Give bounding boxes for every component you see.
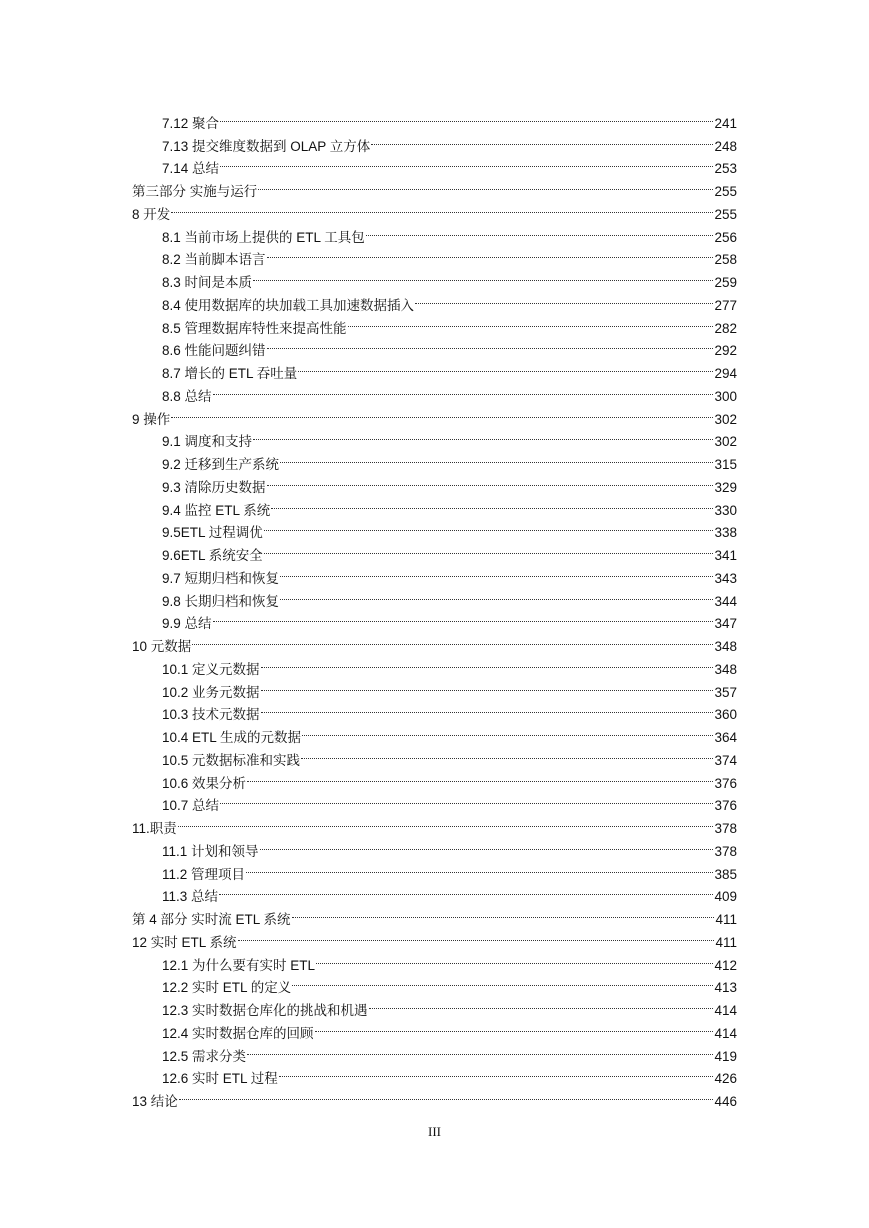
toc-dot-leader (178, 810, 714, 833)
toc-entry-page: 330 (714, 502, 737, 518)
toc-entry[interactable] (132, 401, 737, 427)
toc-entry-page: 259 (714, 275, 737, 290)
toc-entry-page: 255 (714, 184, 737, 199)
toc-entry-page: 277 (714, 297, 737, 313)
toc-entry-page: 292 (714, 343, 737, 359)
toc-dot-leader (219, 879, 713, 902)
page-number: III (428, 1124, 441, 1139)
toc-dot-leader (264, 515, 714, 538)
toc-entry-label: 12.6 实时 ETL 过程 (162, 1071, 278, 1087)
toc-dot-leader (220, 151, 713, 174)
toc-entry[interactable] (132, 1083, 737, 1109)
toc-entry-label: 8 开发 (132, 206, 171, 222)
toc-entry-label: 10.2 业务元数据 (162, 684, 260, 700)
toc-dot-leader (261, 674, 714, 697)
toc-entry-page: 446 (714, 1094, 737, 1109)
toc-entry-label: 9.3 清除历史数据 (162, 479, 266, 495)
toc-entry-label: 第 4 部分 实时流 ETL 系统 (132, 912, 291, 927)
toc-entry-label: 7.14 总结 (162, 161, 220, 177)
toc-entry-page: 256 (714, 229, 737, 245)
toc-entry-page: 385 (714, 866, 737, 882)
toc-entry[interactable] (132, 424, 737, 450)
toc-entry[interactable] (132, 606, 737, 632)
toc-entry-label: 10.5 元数据标准和实践 (162, 752, 301, 768)
toc-dot-leader (192, 628, 713, 651)
toc-entry-label: 12.5 需求分类 (162, 1048, 247, 1064)
toc-entry[interactable] (132, 651, 737, 677)
toc-entry-label: 9.1 调度和支持 (162, 434, 253, 450)
toc-entry-label: 9.6ETL 系统安全 (162, 548, 263, 563)
toc-entry-label: 8.2 当前脚本语言 (162, 252, 266, 268)
toc-entry-page: 348 (714, 661, 737, 677)
toc-entry-page: 357 (714, 684, 737, 700)
toc-entry-page: 300 (714, 388, 737, 404)
toc-entry-label: 8.7 增长的 ETL 吞吐量 (162, 366, 298, 381)
toc-entry[interactable] (132, 833, 737, 859)
toc-entry-label: 9.8 长期归档和恢复 (162, 593, 280, 609)
toc-dot-leader (179, 1083, 714, 1106)
toc-entry-label: 7.12 聚合 (162, 115, 220, 131)
toc-dot-leader (238, 924, 715, 947)
toc-entry-label: 9.5ETL 过程调优 (162, 525, 263, 541)
toc-entry-label: 9.7 短期归档和恢复 (162, 570, 280, 586)
toc-entry-page: 364 (714, 730, 737, 745)
toc-dot-leader (267, 242, 714, 265)
toc-dot-leader (366, 219, 714, 242)
toc-entry-page: 315 (714, 457, 737, 472)
toc-dot-leader (316, 947, 713, 970)
toc-dot-leader (315, 1015, 714, 1038)
toc-entry-page: 378 (714, 821, 737, 836)
toc-entry-page: 329 (714, 479, 737, 495)
toc-dot-leader (213, 606, 714, 629)
toc-entry-page: 378 (714, 843, 737, 859)
toc-entry-page: 282 (714, 320, 737, 336)
toc-entry-label: 13 结论 (132, 1094, 178, 1109)
toc-entry[interactable] (132, 128, 737, 154)
toc-dot-leader (171, 196, 713, 219)
toc-entry-page: 302 (714, 411, 737, 427)
toc-dot-leader (280, 560, 713, 583)
toc-entry-page: 248 (714, 138, 737, 154)
toc-entry-label: 12.4 实时数据仓库的回顾 (162, 1025, 314, 1041)
toc-entry[interactable] (132, 628, 737, 654)
toc-entry-page: 341 (714, 548, 737, 563)
toc-entry-label: 第三部分 实施与运行 (132, 184, 258, 199)
toc-dot-leader (292, 901, 715, 924)
toc-dot-leader (271, 492, 713, 515)
toc-dot-leader (264, 537, 714, 560)
toc-dot-leader (371, 128, 713, 151)
toc-entry-label: 8.4 使用数据库的块加载工具加速数据插入 (162, 297, 415, 313)
toc-dot-leader (247, 765, 713, 788)
toc-entry-label: 8.6 性能问题纠错 (162, 343, 266, 359)
toc-entry-label: 11.职责 (132, 821, 177, 836)
toc-dot-leader (302, 719, 713, 742)
toc-entry-page: 302 (714, 434, 737, 450)
toc-dot-leader (171, 401, 713, 424)
toc-entry-page: 411 (715, 912, 737, 927)
toc-dot-leader (301, 742, 713, 765)
toc-dot-leader (279, 1061, 714, 1084)
toc-dot-leader (220, 788, 713, 811)
toc-entry-label: 11.3 总结 (162, 889, 219, 905)
toc-entry[interactable] (132, 105, 737, 131)
toc-dot-leader (348, 310, 714, 333)
toc-entry-label: 11.1 计划和领导 (162, 843, 259, 859)
toc-entry-page: 344 (714, 593, 737, 609)
toc-entry-page: 253 (714, 161, 737, 177)
toc-entry-page: 426 (714, 1071, 737, 1087)
toc-entry-label: 12.2 实时 ETL 的定义 (162, 980, 292, 996)
toc-dot-leader (220, 105, 713, 128)
toc-entry-page: 360 (714, 707, 737, 723)
toc-entry-label: 9.2 迁移到生产系统 (162, 457, 280, 472)
toc-dot-leader (246, 856, 713, 879)
toc-entry-label: 10.4 ETL 生成的元数据 (162, 730, 302, 745)
toc-entry-page: 294 (714, 366, 737, 381)
toc-entry-page: 411 (715, 934, 737, 950)
toc-dot-leader (247, 1038, 713, 1061)
toc-dot-leader (261, 651, 714, 674)
toc-entry-page: 414 (714, 1025, 737, 1041)
toc-dot-leader (253, 264, 713, 287)
toc-dot-leader (267, 469, 714, 492)
toc-entry-label: 7.13 提交维度数据到 OLAP 立方体 (162, 138, 371, 154)
toc-dot-leader (298, 355, 713, 378)
toc-entry-label: 8.8 总结 (162, 388, 212, 404)
toc-dot-leader (213, 378, 714, 401)
toc-dot-leader (253, 424, 713, 447)
toc-entry[interactable] (132, 879, 737, 905)
toc-entry-page: 419 (714, 1048, 737, 1064)
toc-entry[interactable] (132, 151, 737, 177)
toc-entry-label: 12 实时 ETL 系统 (132, 934, 237, 950)
toc-entry-label: 12.1 为什么要有实时 ETL (162, 957, 316, 973)
toc-dot-leader (280, 446, 713, 469)
toc-entry[interactable] (132, 219, 737, 245)
toc-dot-leader (369, 992, 714, 1015)
toc-entry-label: 10.1 定义元数据 (162, 661, 260, 677)
toc-entry-page: 347 (714, 616, 737, 632)
toc-entry-page: 258 (714, 252, 737, 268)
toc-entry[interactable] (132, 378, 737, 404)
toc-entry-page: 348 (714, 639, 737, 654)
toc-entry-label: 9.9 总结 (162, 616, 212, 632)
toc-dot-leader (260, 833, 714, 856)
toc-entry-page: 343 (714, 570, 737, 586)
toc-entry-label: 8.3 时间是本质 (162, 275, 253, 290)
toc-entry-page: 412 (714, 957, 737, 973)
toc-dot-leader (292, 970, 713, 993)
toc-entry[interactable] (132, 173, 737, 199)
toc-entry-page: 376 (714, 775, 737, 791)
toc-entry-label: 10.7 总结 (162, 798, 220, 814)
toc-entry-page: 255 (714, 206, 737, 222)
toc-entry[interactable] (132, 196, 737, 222)
toc-dot-leader (267, 333, 714, 356)
toc-entry-label: 10.3 技术元数据 (162, 707, 260, 723)
toc-dot-leader (280, 583, 713, 606)
toc-entry-page: 376 (714, 798, 737, 814)
toc-entry-page: 338 (714, 525, 737, 541)
toc-dot-leader (261, 697, 714, 720)
toc-entry[interactable] (132, 810, 737, 836)
toc-entry-label: 11.2 管理项目 (162, 866, 246, 882)
toc-dot-leader (258, 173, 713, 196)
toc-entry-page: 414 (714, 1003, 737, 1018)
toc-entry-label: 10.6 效果分析 (162, 775, 247, 791)
toc-entry-label: 8.5 管理数据库特性来提高性能 (162, 320, 347, 336)
toc-entry-label: 8.1 当前市场上提供的 ETL 工具包 (162, 229, 365, 245)
toc-entry[interactable] (132, 901, 737, 927)
toc-entry-page: 413 (714, 980, 737, 996)
toc-entry-page: 374 (714, 752, 737, 768)
toc-entry-label: 12.3 实时数据仓库化的挑战和机遇 (162, 1003, 368, 1018)
toc-entry-label: 9 操作 (132, 411, 171, 427)
toc-entry[interactable] (132, 788, 737, 814)
toc-entry-page: 241 (714, 115, 737, 131)
toc-entry-page: 409 (714, 889, 737, 905)
toc-entry-label: 9.4 监控 ETL 系统 (162, 502, 271, 518)
toc-entry-label: 10 元数据 (132, 639, 192, 654)
table-of-contents (132, 105, 737, 1109)
toc-dot-leader (415, 287, 713, 310)
